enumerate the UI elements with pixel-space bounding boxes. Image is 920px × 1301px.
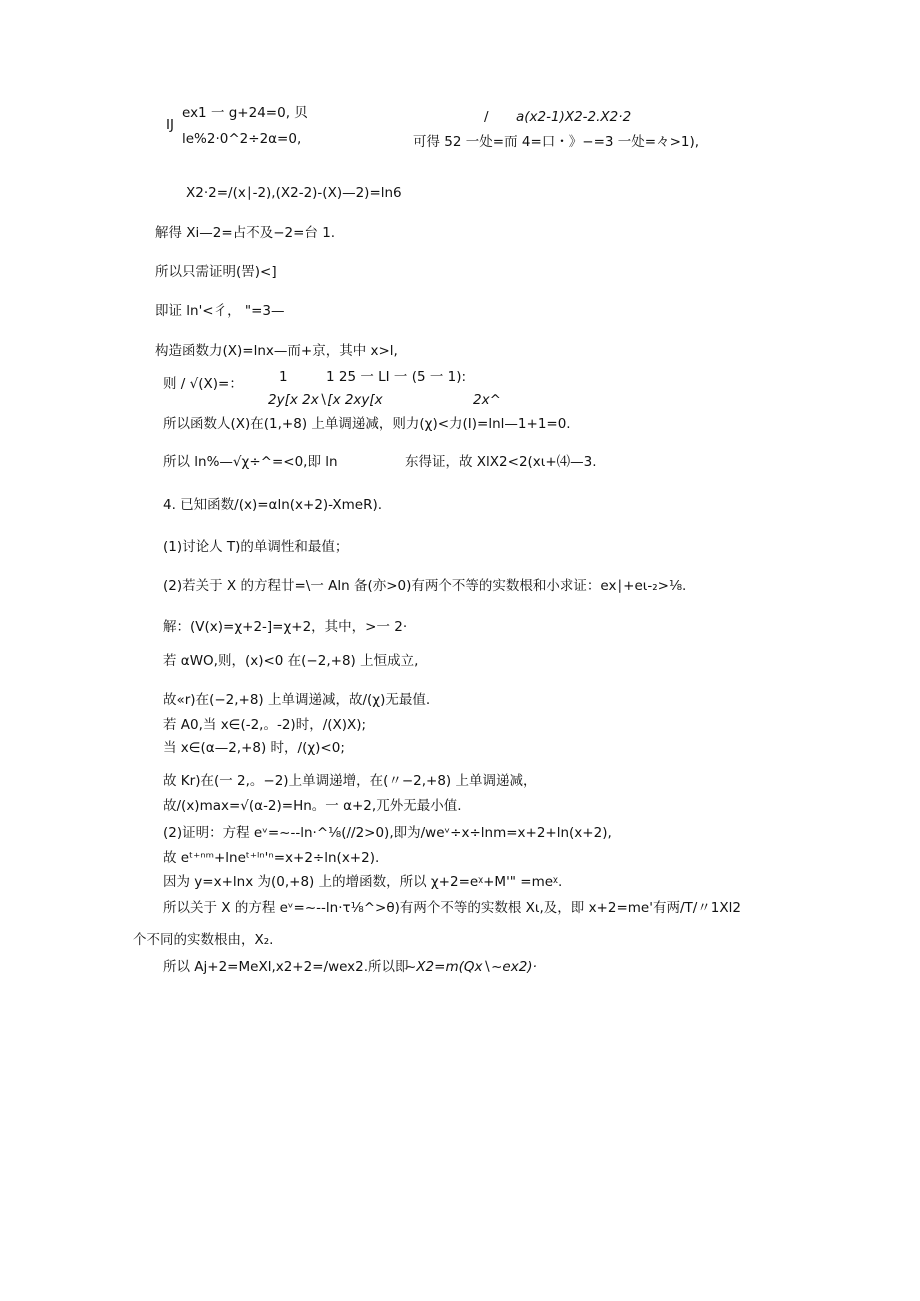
text-line: 所以只需证明(罟)<] (155, 264, 277, 280)
text-line: 解：(V(x)=χ+2-]=χ+2，其中，>一 2· (163, 619, 408, 635)
text-line: 1 25 一 LI 一 (5 一 1): (326, 369, 467, 385)
text-line: 所以 Aj+2=MeXl,x2+2=/wex2.所以即 (163, 959, 409, 975)
text-line: 当 x∈(α—2,+8) 时，/(χ)<0; (163, 740, 345, 756)
text-line: / (484, 109, 489, 125)
text-line: 构造函数力(X)=lnx—而+京，其中 x>l, (155, 343, 398, 359)
text-line: 可得 52 一处=而 4=口・》−=3 一处=々>1), (413, 134, 700, 150)
text-line: 因为 y=x+lnx 为(0,+8) 上的增函数，所以 χ+2=eᵡ+M'" =meᵡ. (163, 874, 563, 890)
text-line: 2y[x 2x∖[x 2xy[x (268, 392, 383, 408)
text-line: 东得证，故 XlX2<2(xι+⑷—3. (405, 454, 597, 470)
text-line: 即证 ln'<彳， "=3— (155, 303, 285, 319)
text-line: ~X2=m(Qx∖~ex2)· (405, 959, 537, 975)
text-line: (2)证明：方程 eᵛ=~--ln·^⅛(//2>0),即为/weᵛ÷x÷lnm=x+2+ln(x+2), (163, 825, 612, 841)
text-line: 故 eᵗ⁺ⁿᵐ+lneᵗ⁺ˡⁿ'ⁿ=x+2÷ln(x+2). (163, 850, 380, 866)
text-line: (2)若关于 X 的方程廿=\一 Aln 备(亦>0)有两个不等的实数根和小求证：ex∣+eι-₂>⅛. (163, 578, 687, 594)
text-line: 故/(x)max=√(α-2)=Hn。一 α+2,兀外无最小值. (163, 798, 462, 814)
text-line: 故 Kr)在(一 2,。−2)上单调递增，在(〃−2,+8) 上单调递减， (163, 773, 537, 789)
text-line: 1 (279, 369, 288, 385)
text-line: ex1 一 g+24=0, 贝 (182, 105, 308, 121)
text-line: a(x2-1)X2-2.X2·2 (516, 109, 632, 125)
text-line: 个不同的实数根由，X₂. (133, 932, 274, 948)
text-line: 所以关于 X 的方程 eᵛ=~--ln·τ⅛^>θ)有两个不等的实数根 Xι,及，即 x+2=me'有两/T/〃1Xl2 (163, 900, 741, 916)
text-line: 若 αWO,则，(x)<0 在(−2,+8) 上恒成立, (163, 653, 419, 669)
text-line: 则 / √(X)=： (163, 376, 243, 392)
text-line: IJ (166, 117, 174, 133)
text-line: 所以函数人(X)在(1,+8) 上单调递减，则力(χ)<力(I)=lnl—1+1=0. (163, 416, 571, 432)
text-line: le%2·0^2÷2α=0, (182, 131, 302, 147)
text-line: 若 A0,当 x∈(-2,。-2)时，/(X)X); (163, 717, 367, 733)
text-line: 4. 已知函数/(x)=αln(x+2)-XmeR). (163, 497, 383, 513)
text-line: 所以 ln%—√χ÷^=<0,即 ln (163, 454, 338, 470)
text-line: 解得 Xi—2=占不及−2=台 1. (155, 225, 336, 241)
text-line: 2x^ (473, 392, 501, 408)
text-line: 故«r)在(−2,+8) 上单调递减，故/(χ)无最值. (163, 692, 431, 708)
text-line: X2·2=/(x∣-2),(X2-2)-(X)—2)=ln6 (186, 185, 402, 201)
text-line: (1)讨论人 T)的单调性和最值； (163, 539, 349, 555)
